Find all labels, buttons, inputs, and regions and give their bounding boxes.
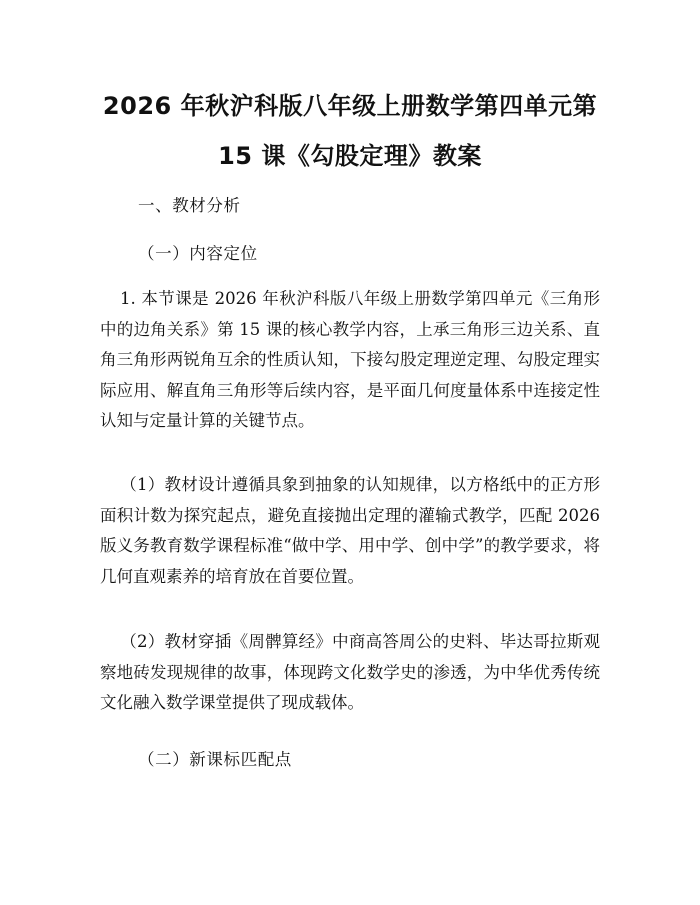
- paragraph-3: [100, 627, 600, 719]
- subsection-heading-curriculum-match: （二）新课标匹配点: [138, 750, 292, 769]
- document-title-line-2: 15 课《勾股定理》教案: [218, 142, 482, 170]
- document-title-line-1: 2026 年秋沪科版八年级上册数学第四单元第: [102, 92, 598, 120]
- section-heading-textbook-analysis: 一、教材分析: [138, 196, 241, 215]
- paragraph-3-text: （2）教材穿插《周髀算经》中商高答周公的史料、毕达哥拉斯观察地砖发现规律的故事，体现跨文化数学史的渗透，为中华优秀传统文化融入数学课堂提供了现成载体。: [100, 632, 600, 712]
- paragraph-2-text: （1）教材设计遵循具象到抽象的认知规律，以方格纸中的正方形面积计数为探究起点，避免直接抛出定理的灌输式教学，匹配 2026 版义务教育数学课程标准“做中学、用中学、创中学”的教学要求，将几何直观素养的培育放在首要位置。: [100, 475, 600, 586]
- paragraph-1-text: 1. 本节课是 2026 年秋沪科版八年级上册数学第四单元《三角形中的边角关系》第 15 课的核心教学内容，上承三角形三边关系、直角三角形两锐角互余的性质认知，下接勾股定理逆定理、勾股定理实际应用、解直角三角形等后续内容，是平面几何度量体系中连接定性认知与定量计算的关键节点。: [100, 289, 600, 430]
- paragraph-1: [100, 284, 600, 437]
- subsection-heading-content-positioning: （一）内容定位: [138, 244, 258, 263]
- paragraph-2: [100, 470, 600, 592]
